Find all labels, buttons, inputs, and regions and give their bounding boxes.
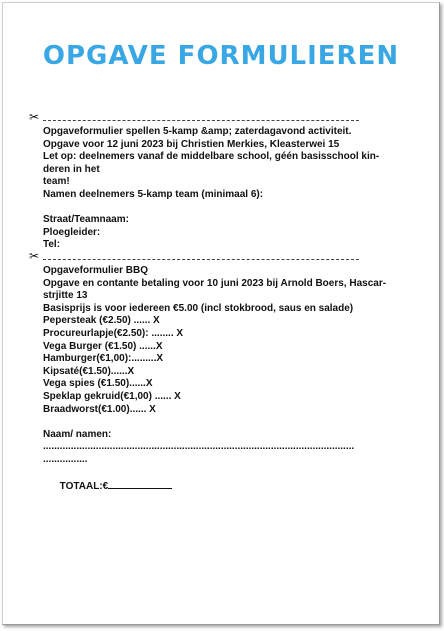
menu-item-vega-spies: Vega spies (€1.50)......X <box>43 378 153 390</box>
phone-field: Tel: <box>43 239 61 251</box>
activity-form-section <box>43 126 393 252</box>
dashed-divider <box>43 120 359 121</box>
menu-item-procureurlapje: Procureurlapje(€2.50): ........ X <box>43 327 184 339</box>
team-leader-field: Ploegleider: <box>43 226 101 238</box>
activity-deadline: Opgave voor 12 juni 2023 bij Christien Merkies, Kleasterwei 15 <box>43 138 340 150</box>
names-dotted-line-short: ................ <box>43 453 88 465</box>
dashed-divider <box>43 259 359 260</box>
total-label: TOTAAL:€ <box>59 481 109 493</box>
names-dotted-line: ................................................................................................................ <box>43 441 355 453</box>
menu-item-speklap: Speklap gekruid(€1,00) ...... X <box>43 390 181 402</box>
activity-note-line: team! <box>43 176 70 188</box>
page-title: OPGAVE FORMULIEREN <box>42 41 400 71</box>
scissors-icon: ✂ <box>29 110 40 124</box>
bbq-address-line: strjitte 13 <box>43 290 88 302</box>
activity-note-line: deren in het <box>43 163 100 175</box>
bbq-form-section <box>43 265 393 506</box>
menu-item-hamburger: Hamburger(€1,00):.........X <box>43 353 164 365</box>
cut-line-top <box>29 110 359 126</box>
total-row <box>43 467 393 507</box>
bbq-deadline: Opgave en contante betaling voor 10 juni 2023 bij Arnold Boers, Hascar- <box>43 277 387 289</box>
menu-item-vega-burger: Vega Burger (€1.50) ......X <box>43 340 163 352</box>
activity-note-line: Let op: deelnemers vanaf de middelbare school, géén basisschool kin- <box>43 151 380 163</box>
bbq-form-heading: Opgaveformulier BBQ <box>43 265 149 276</box>
total-amount-line <box>108 479 172 489</box>
names-label: Naam/ namen: <box>43 428 112 440</box>
menu-item-pepersteak: Pepersteak (€2.50) ...... X <box>43 315 160 327</box>
base-price-text: Basisprijs is voor iedereen €5.00 (incl stokbrood, saus en salade) <box>43 302 354 314</box>
activity-form-heading: Opgaveformulier spellen 5-kamp &amp; zaterdagavond activiteit. <box>43 126 352 137</box>
menu-item-kipsate: Kipsaté(€1.50)......X <box>43 365 135 377</box>
form-page <box>2 2 440 625</box>
participants-label: Namen deelnemers 5-kamp team (minimaal 6): <box>43 188 264 200</box>
team-name-field: Straat/Teamnaam: <box>43 214 129 226</box>
scissors-icon: ✂ <box>29 249 40 263</box>
cut-line-middle <box>29 249 359 265</box>
menu-item-braadworst: Braadworst(€1.00)...... X <box>43 403 156 415</box>
